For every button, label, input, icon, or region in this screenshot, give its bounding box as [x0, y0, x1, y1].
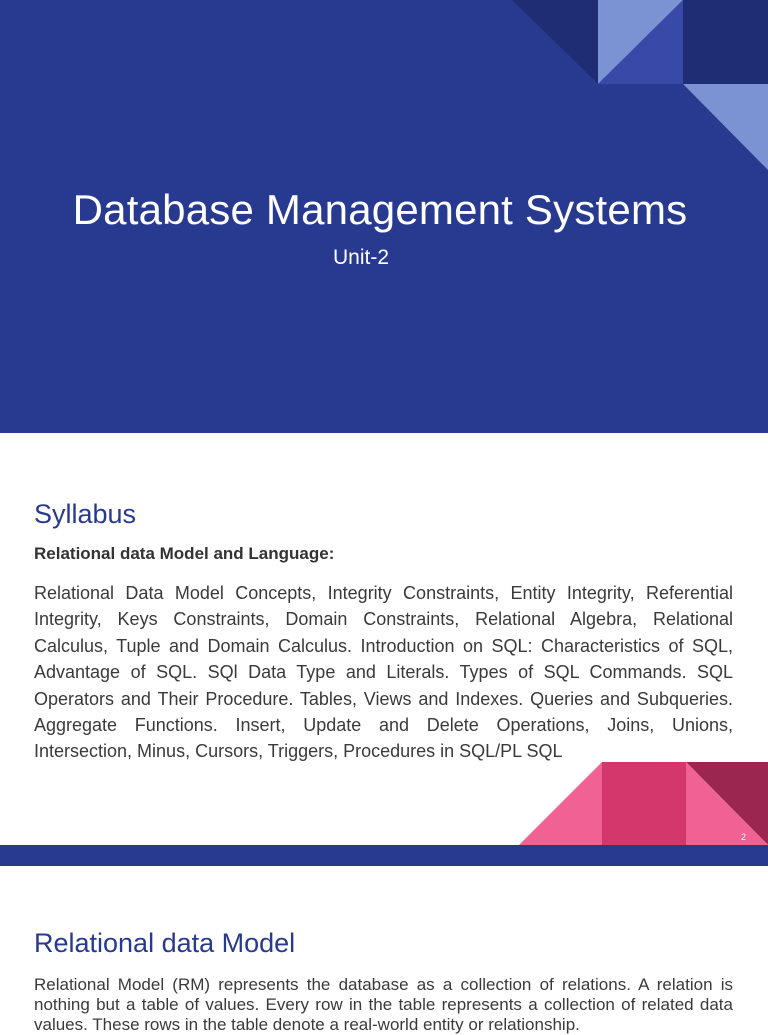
syllabus-slide [0, 433, 768, 845]
page-number: 2 [741, 832, 747, 842]
syllabus-subheading: Relational data Model and Language: [34, 544, 335, 563]
relational-model-body: Relational Model (RM) represents the database as a collection of relations. A relation is nothing but a table of values. Every row in the table represents a collection of related data values. These rows in the table denote a real-world entity or relationship. [34, 975, 733, 1034]
slide-subtitle: Unit-2 [332, 246, 390, 269]
syllabus-body: Relational Data Model Concepts, Integrity Constraints, Entity Integrity, Referential Integrity, Keys Constraints, Domain Constraints, Relational Algebra, Relational Calculus, Tuple and Domain Calculus. Introduction on SQL: Characteristics of SQL, Advantage of SQL. SQl Data Type and Literals. Types of SQL Commands. SQL Operators and Their Procedure. Tables, Views and Indexes. Queries and Subqueries. Aggregate Functions. Insert, Update and Delete Operations, Joins, Unions, Intersection, Minus, Cursors, Triggers, Procedures in SQL/PL SQL [34, 583, 733, 762]
title-slide [0, 0, 768, 433]
slide-separator [0, 845, 768, 866]
relational-model-heading: Relational data Model [34, 928, 296, 959]
syllabus-heading: Syllabus [34, 499, 137, 530]
slide-title: Database Management Systems [72, 186, 688, 234]
relational-model-slide [0, 866, 768, 1034]
